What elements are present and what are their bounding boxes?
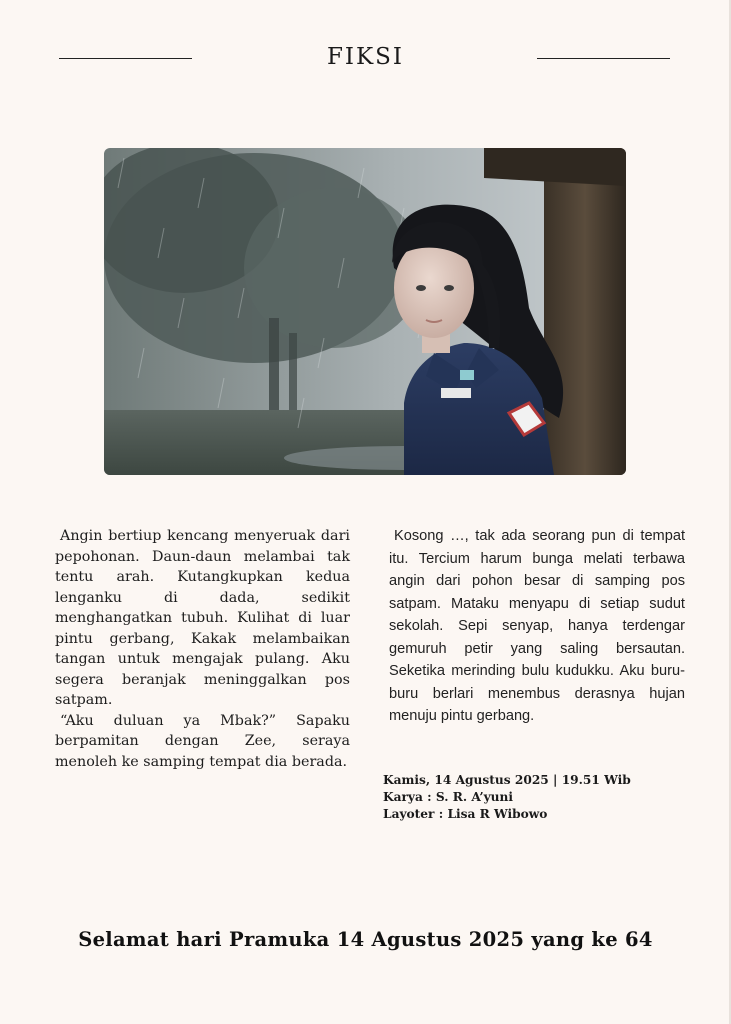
footer-greeting: Selamat hari Pramuka 14 Agustus 2025 yang ke 64 (78, 928, 653, 951)
author-credit: Karya : S. R. A’yuni (383, 790, 514, 804)
section-title: FIKSI (326, 44, 405, 70)
article-paragraph: “Aku duluan ya Mbak?” Sapaku berpamitan dengan Zee, seraya menoleh ke samping tempat dia berada. (55, 712, 350, 770)
article-column-right (389, 525, 685, 728)
credits-block (383, 772, 703, 823)
article-column-left (55, 526, 350, 772)
girl-in-rain-illustration (104, 148, 626, 475)
publish-date: Kamis, 14 Agustus 2025 | 19.51 Wib (383, 773, 631, 787)
article-paragraph: Angin bertiup kencang menyeruak dari pepohonan. Daun-daun melambai tak tentu arah. Kutangkupkan kedua lenganku di dada, sedikit menghangatkan tubuh. Kulihat di luar pintu gerbang, Kakak melambaikan tangan untuk mengajak pulang. Aku segera beranjak meninggalkan pos satpam. (55, 528, 350, 708)
article-paragraph: Kosong …, tak ada seorang pun di tempat itu. Tercium harum bunga melati terbawa angin dari pohon besar di samping pos satpam. Mataku menyapu di setiap sudut sekolah. Sepi senyap, hanya terdengar gemuruh petir yang saling bersautan. Seketika merinding bulu kudukku. Aku buru-buru berlari menembus derasnya hujan menuju pintu gerbang. (389, 528, 685, 724)
story-illustration (104, 148, 626, 475)
layout-credit: Layoter : Lisa R Wibowo (383, 807, 548, 821)
title-rule-right (537, 58, 670, 59)
